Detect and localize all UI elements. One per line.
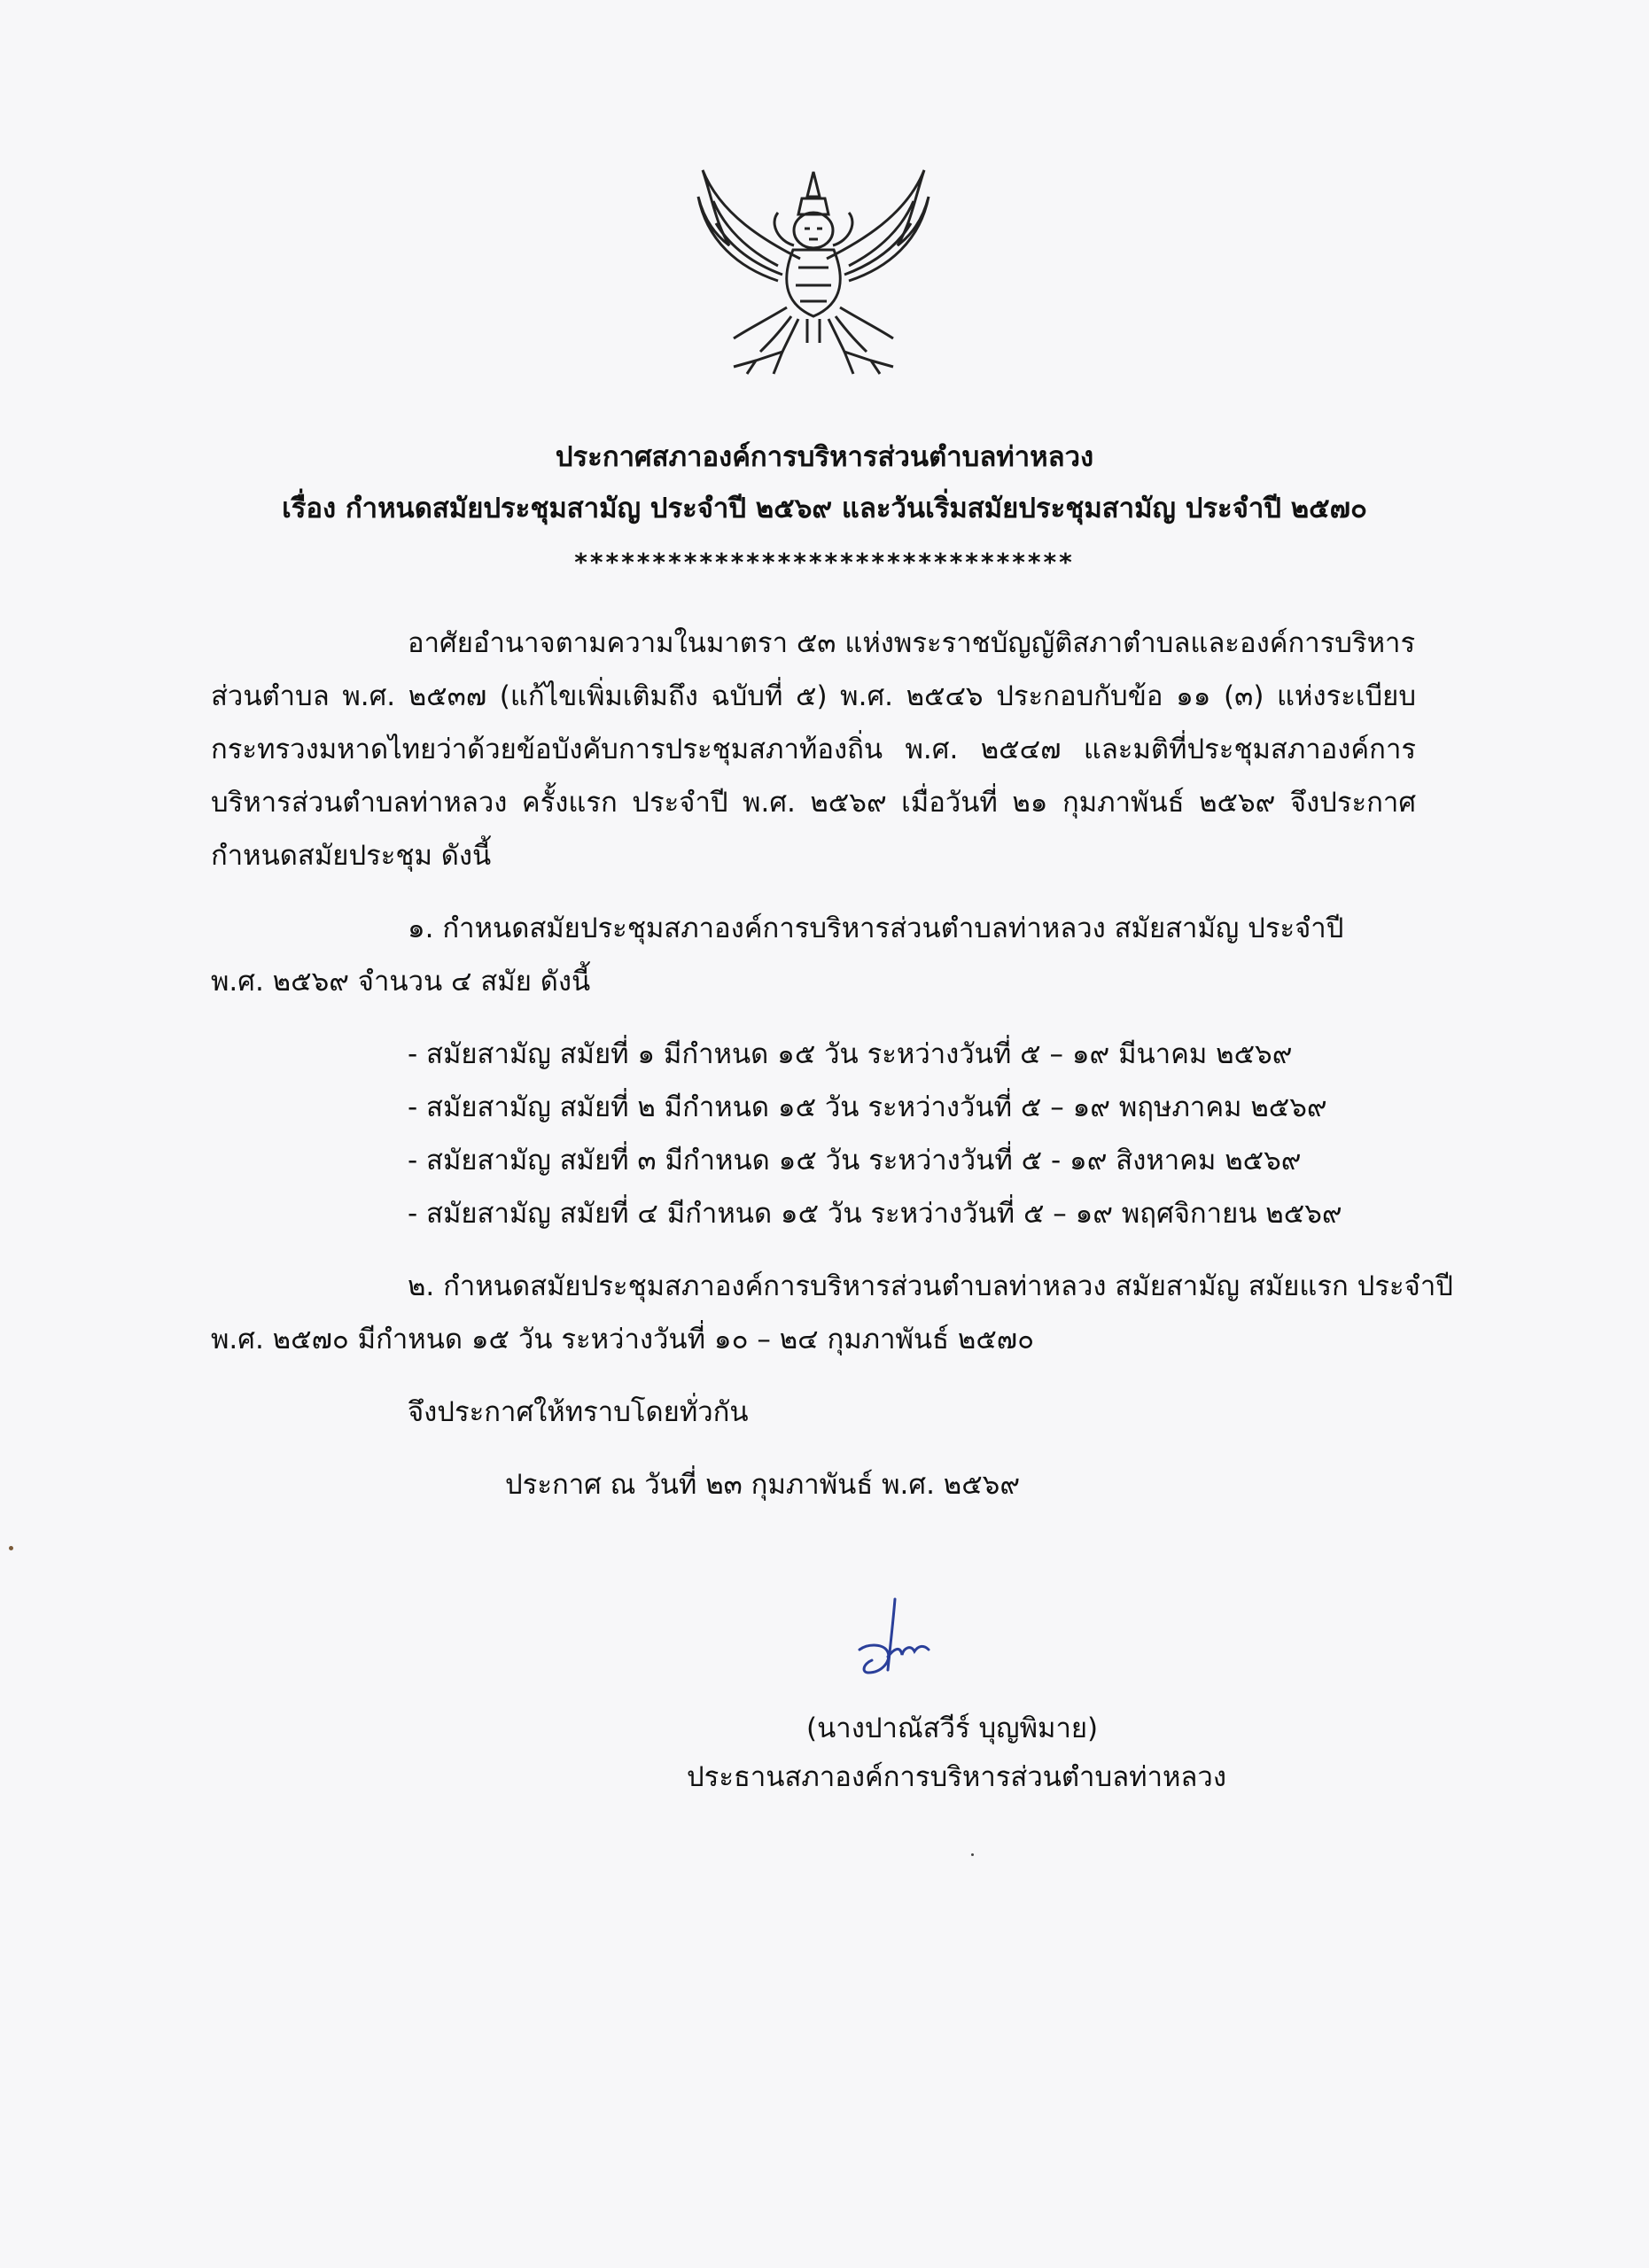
paper-speck	[971, 1853, 974, 1856]
closing-text: จึงประกาศให้ทราบโดยทั่วกัน	[408, 1396, 749, 1428]
preamble-line-4: บริหารส่วนตำบลท่าหลวง ครั้งแรก ประจำปี พ.ศ. ๒๕๖๙ เมื่อวันที่ ๒๑ กุมภาพันธ์ ๒๕๖๙ จึงประกาศ	[211, 787, 1416, 819]
preamble-line-3: กระทรวงมหาดไทยว่าด้วยข้อบังคับการประชุมสภาท้องถิ่น พ.ศ. ๒๕๔๗ และมติที่ประชุมสภาองค์การ	[211, 734, 1416, 765]
session-item: - สมัยสามัญ สมัยที่ ๒ มีกำหนด ๑๕ วัน ระหว่างวันที่ ๕ – ๑๙ พฤษภาคม ๒๕๖๙	[408, 1091, 1327, 1123]
paper-speck	[9, 1546, 13, 1550]
session-item: - สมัยสามัญ สมัยที่ ๓ มีกำหนด ๑๕ วัน ระหว่างวันที่ ๕ - ๑๙ สิงหาคม ๒๕๖๙	[408, 1145, 1302, 1177]
session-item: - สมัยสามัญ สมัยที่ ๔ มีกำหนด ๑๕ วัน ระหว่างวันที่ ๕ – ๑๙ พฤศจิกายน ๒๕๖๙	[408, 1198, 1342, 1230]
announcement-title: ประกาศสภาองค์การบริหารส่วนตำบลท่าหลวง	[555, 441, 1094, 473]
announcement-date: ประกาศ ณ วันที่ ๒๓ กุมภาพันธ์ พ.ศ. ๒๕๖๙	[505, 1469, 1021, 1501]
item-1-line-1: ๑. กำหนดสมัยประชุมสภาองค์การบริหารส่วนตำบลท่าหลวง สมัยสามัญ ประจำปี	[408, 913, 1344, 944]
item-2-line-1: ๒. กำหนดสมัยประชุมสภาองค์การบริหารส่วนตำบลท่าหลวง สมัยสามัญ สมัยแรก ประจำปี	[408, 1270, 1453, 1302]
signatory-name: (นางปาณัสวีร์ บุญพิมาย)	[806, 1713, 1099, 1744]
preamble-line-2: ส่วนตำบล พ.ศ. ๒๕๓๗ (แก้ไขเพิ่มเติมถึง ฉบับที่ ๕) พ.ศ. ๒๕๔๖ ประกอบกับข้อ ๑๑ (๓) แห่งระเบียบ	[211, 680, 1416, 712]
preamble-line-5: กำหนดสมัยประชุม ดังนี้	[211, 840, 492, 872]
handwritten-signature	[842, 1595, 984, 1692]
item-1-line-2: พ.ศ. ๒๕๖๙ จำนวน ๔ สมัย ดังนี้	[211, 966, 591, 998]
announcement-subject: เรื่อง กำหนดสมัยประชุมสามัญ ประจำปี ๒๕๖๙ และวันเริ่มสมัยประชุมสามัญ ประจำปี ๒๕๗๐	[282, 493, 1367, 524]
preamble-line-1: อาศัยอำนาจตามความในมาตรา ๕๓ แห่งพระราชบัญญัติสภาตำบลและองค์การบริหาร	[408, 627, 1416, 659]
item-2-line-2: พ.ศ. ๒๕๗๐ มีกำหนด ๑๕ วัน ระหว่างวันที่ ๑๐ – ๒๔ กุมภาพันธ์ ๒๕๗๐	[211, 1324, 1035, 1355]
signatory-position: ประธานสภาองค์การบริหารส่วนตำบลท่าหลวง	[687, 1761, 1226, 1793]
garuda-emblem-icon	[694, 161, 933, 383]
session-item: - สมัยสามัญ สมัยที่ ๑ มีกำหนด ๑๕ วัน ระหว่างวันที่ ๕ – ๑๙ มีนาคม ๒๕๖๙	[408, 1038, 1293, 1070]
separator-line: ********************************	[574, 548, 1075, 577]
